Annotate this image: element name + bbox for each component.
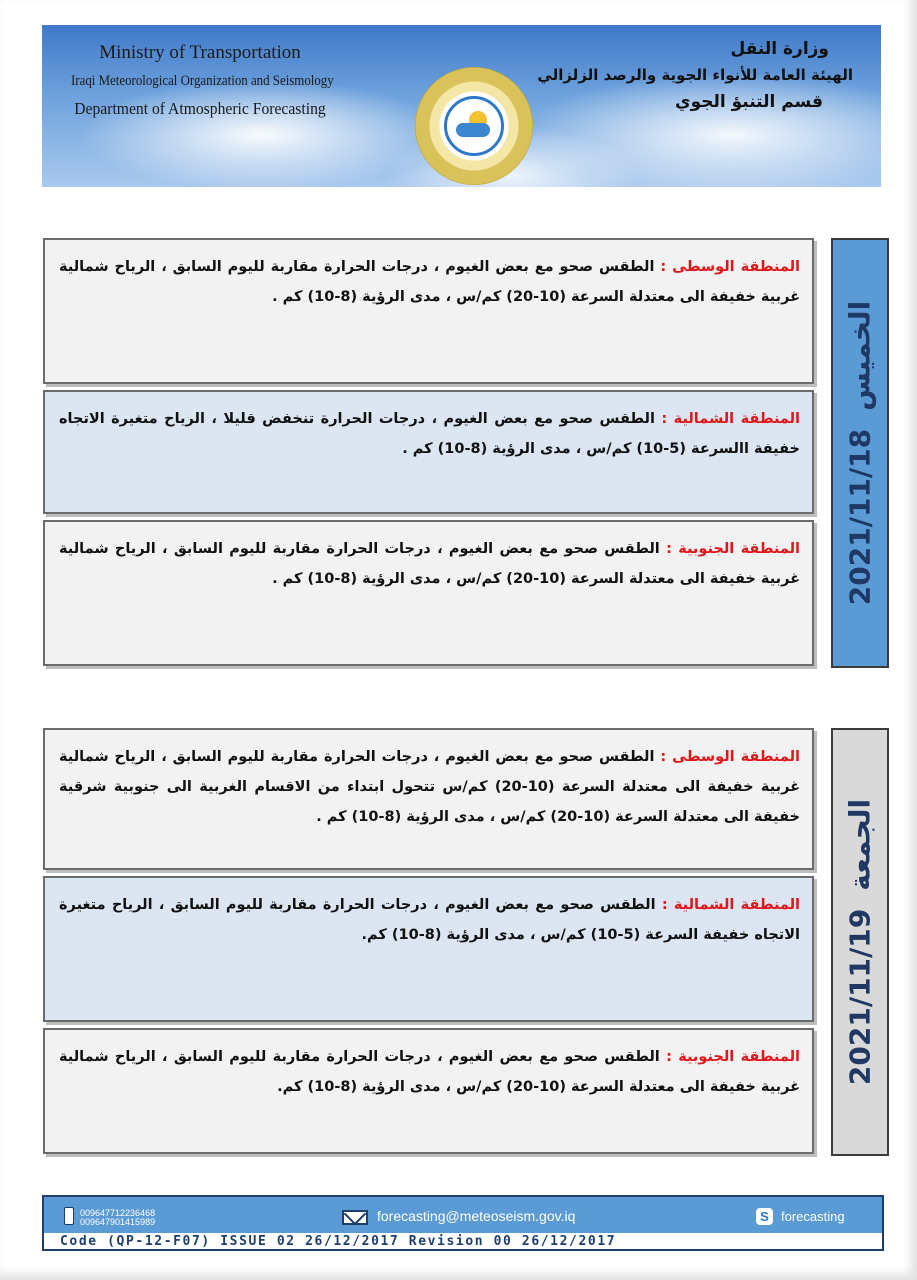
logo-emblem — [444, 96, 504, 156]
day-forecast-2 — [43, 728, 889, 1156]
date-bar-day1 — [831, 238, 889, 668]
department-name-ar: قسم التنبؤ الجوي — [675, 92, 823, 112]
phone-number-1: 009647712236468 — [80, 1208, 156, 1218]
region-forecast-text: الطقس صحو مع بعض الغيوم ، درجات الحرارة مقاربة لليوم السابق ، الرياح شمالية غربية خفيفة الى معتدلة السرعة (10-20) كم/س تتحول ابتداء من الاقسام الغربية الى جنوبية شرقية خفيفة الى معتدلة السرعة (10-20) كم/س ، مدى الرؤية (8-10) كم . — [59, 749, 800, 825]
day-forecast-1 — [43, 238, 889, 668]
region-forecast-text: الطقس صحو مع بعض الغيوم ، درجات الحرارة مقاربة لليوم السابق ، الرياح متغيرة الاتجاه خفيفة السرعة (5-10) كم/س ، مدى الرؤية (8-10) كم. — [59, 897, 800, 943]
region-name: المنطقة الجنوبية : — [666, 541, 800, 557]
phone-number-2: 009647901415989 — [80, 1217, 156, 1227]
region-forecast-text: الطقس صحو مع بعض الغيوم ، درجات الحرارة مقاربة لليوم السابق ، الرياح شمالية غربية خفيفة الى معتدلة السرعة (10-20) كم/س ، مدى الرؤية (8-10) كم . — [59, 259, 800, 305]
region-central-day1 — [43, 238, 814, 384]
skype-icon: S — [756, 1208, 773, 1225]
date-value: 2021/11/19 — [843, 908, 877, 1086]
organization-name-en: Iraqi Meteorological Organization and Seismology — [71, 73, 334, 89]
region-central-day2 — [43, 728, 814, 870]
header-banner — [42, 25, 881, 187]
date-label — [844, 301, 877, 605]
region-south-day2 — [43, 1028, 814, 1154]
region-name: المنطقة الوسطى : — [660, 259, 800, 275]
document-code: Code (QP-12-F07) ISSUE 02 26/12/2017 Revision 00 26/12/2017 — [60, 1234, 617, 1249]
email-link[interactable]: forecasting@meteoseism.gov.iq — [377, 1208, 576, 1224]
region-forecast-text: الطقس صحو مع بعض الغيوم ، درجات الحرارة مقاربة لليوم السابق ، الرياح شمالية غربية خفيفة الى معتدلة السرعة (10-20) كم/س ، مدى الرؤية (8-10) كم. — [59, 1049, 800, 1095]
ministry-name-ar: وزارة النقل — [730, 39, 829, 59]
day-name: الجمعة — [843, 798, 877, 891]
arabic-header — [523, 35, 853, 117]
organization-logo — [415, 67, 533, 185]
date-value: 2021/11/18 — [843, 428, 877, 606]
date-bar-day2 — [831, 728, 889, 1156]
region-north-day2 — [43, 876, 814, 1022]
region-forecast-text: الطقس صحو مع بعض الغيوم ، درجات الحرارة مقاربة لليوم السابق ، الرياح شمالية غربية خفيفة الى معتدلة السرعة (10-20) كم/س ، مدى الرؤية (8-10) كم . — [59, 541, 800, 587]
phone-numbers — [80, 1209, 155, 1227]
english-header — [50, 39, 350, 123]
region-name: المنطقة الشمالية : — [661, 411, 801, 427]
region-south-day1 — [43, 520, 814, 666]
cloud-icon — [456, 123, 490, 137]
department-name-en: Department of Atmospheric Forecasting — [74, 99, 326, 118]
region-north-day1 — [43, 390, 814, 514]
footer — [42, 1195, 884, 1251]
day-name: الخميس — [843, 300, 877, 411]
skype-handle[interactable]: forecasting — [781, 1209, 845, 1224]
phone-icon — [64, 1207, 74, 1225]
ministry-name-en: Ministry of Transportation — [99, 42, 301, 63]
organization-name-ar: الهيئة العامة للأنواء الجوية والرصد الزلزالي — [537, 66, 853, 84]
region-forecast-text: الطقس صحو مع بعض الغيوم ، درجات الحرارة تنخفض قليلا ، الرياح متغيرة الاتجاه خفيفة االسرعة (5-10) كم/س ، مدى الرؤية (8-10) كم . — [59, 411, 800, 457]
region-name: المنطقة الوسطى : — [660, 749, 800, 765]
region-name: المنطقة الشمالية : — [661, 897, 800, 913]
mail-icon — [342, 1210, 368, 1225]
region-name: المنطقة الجنوبية : — [666, 1049, 800, 1065]
date-label — [844, 799, 877, 1085]
